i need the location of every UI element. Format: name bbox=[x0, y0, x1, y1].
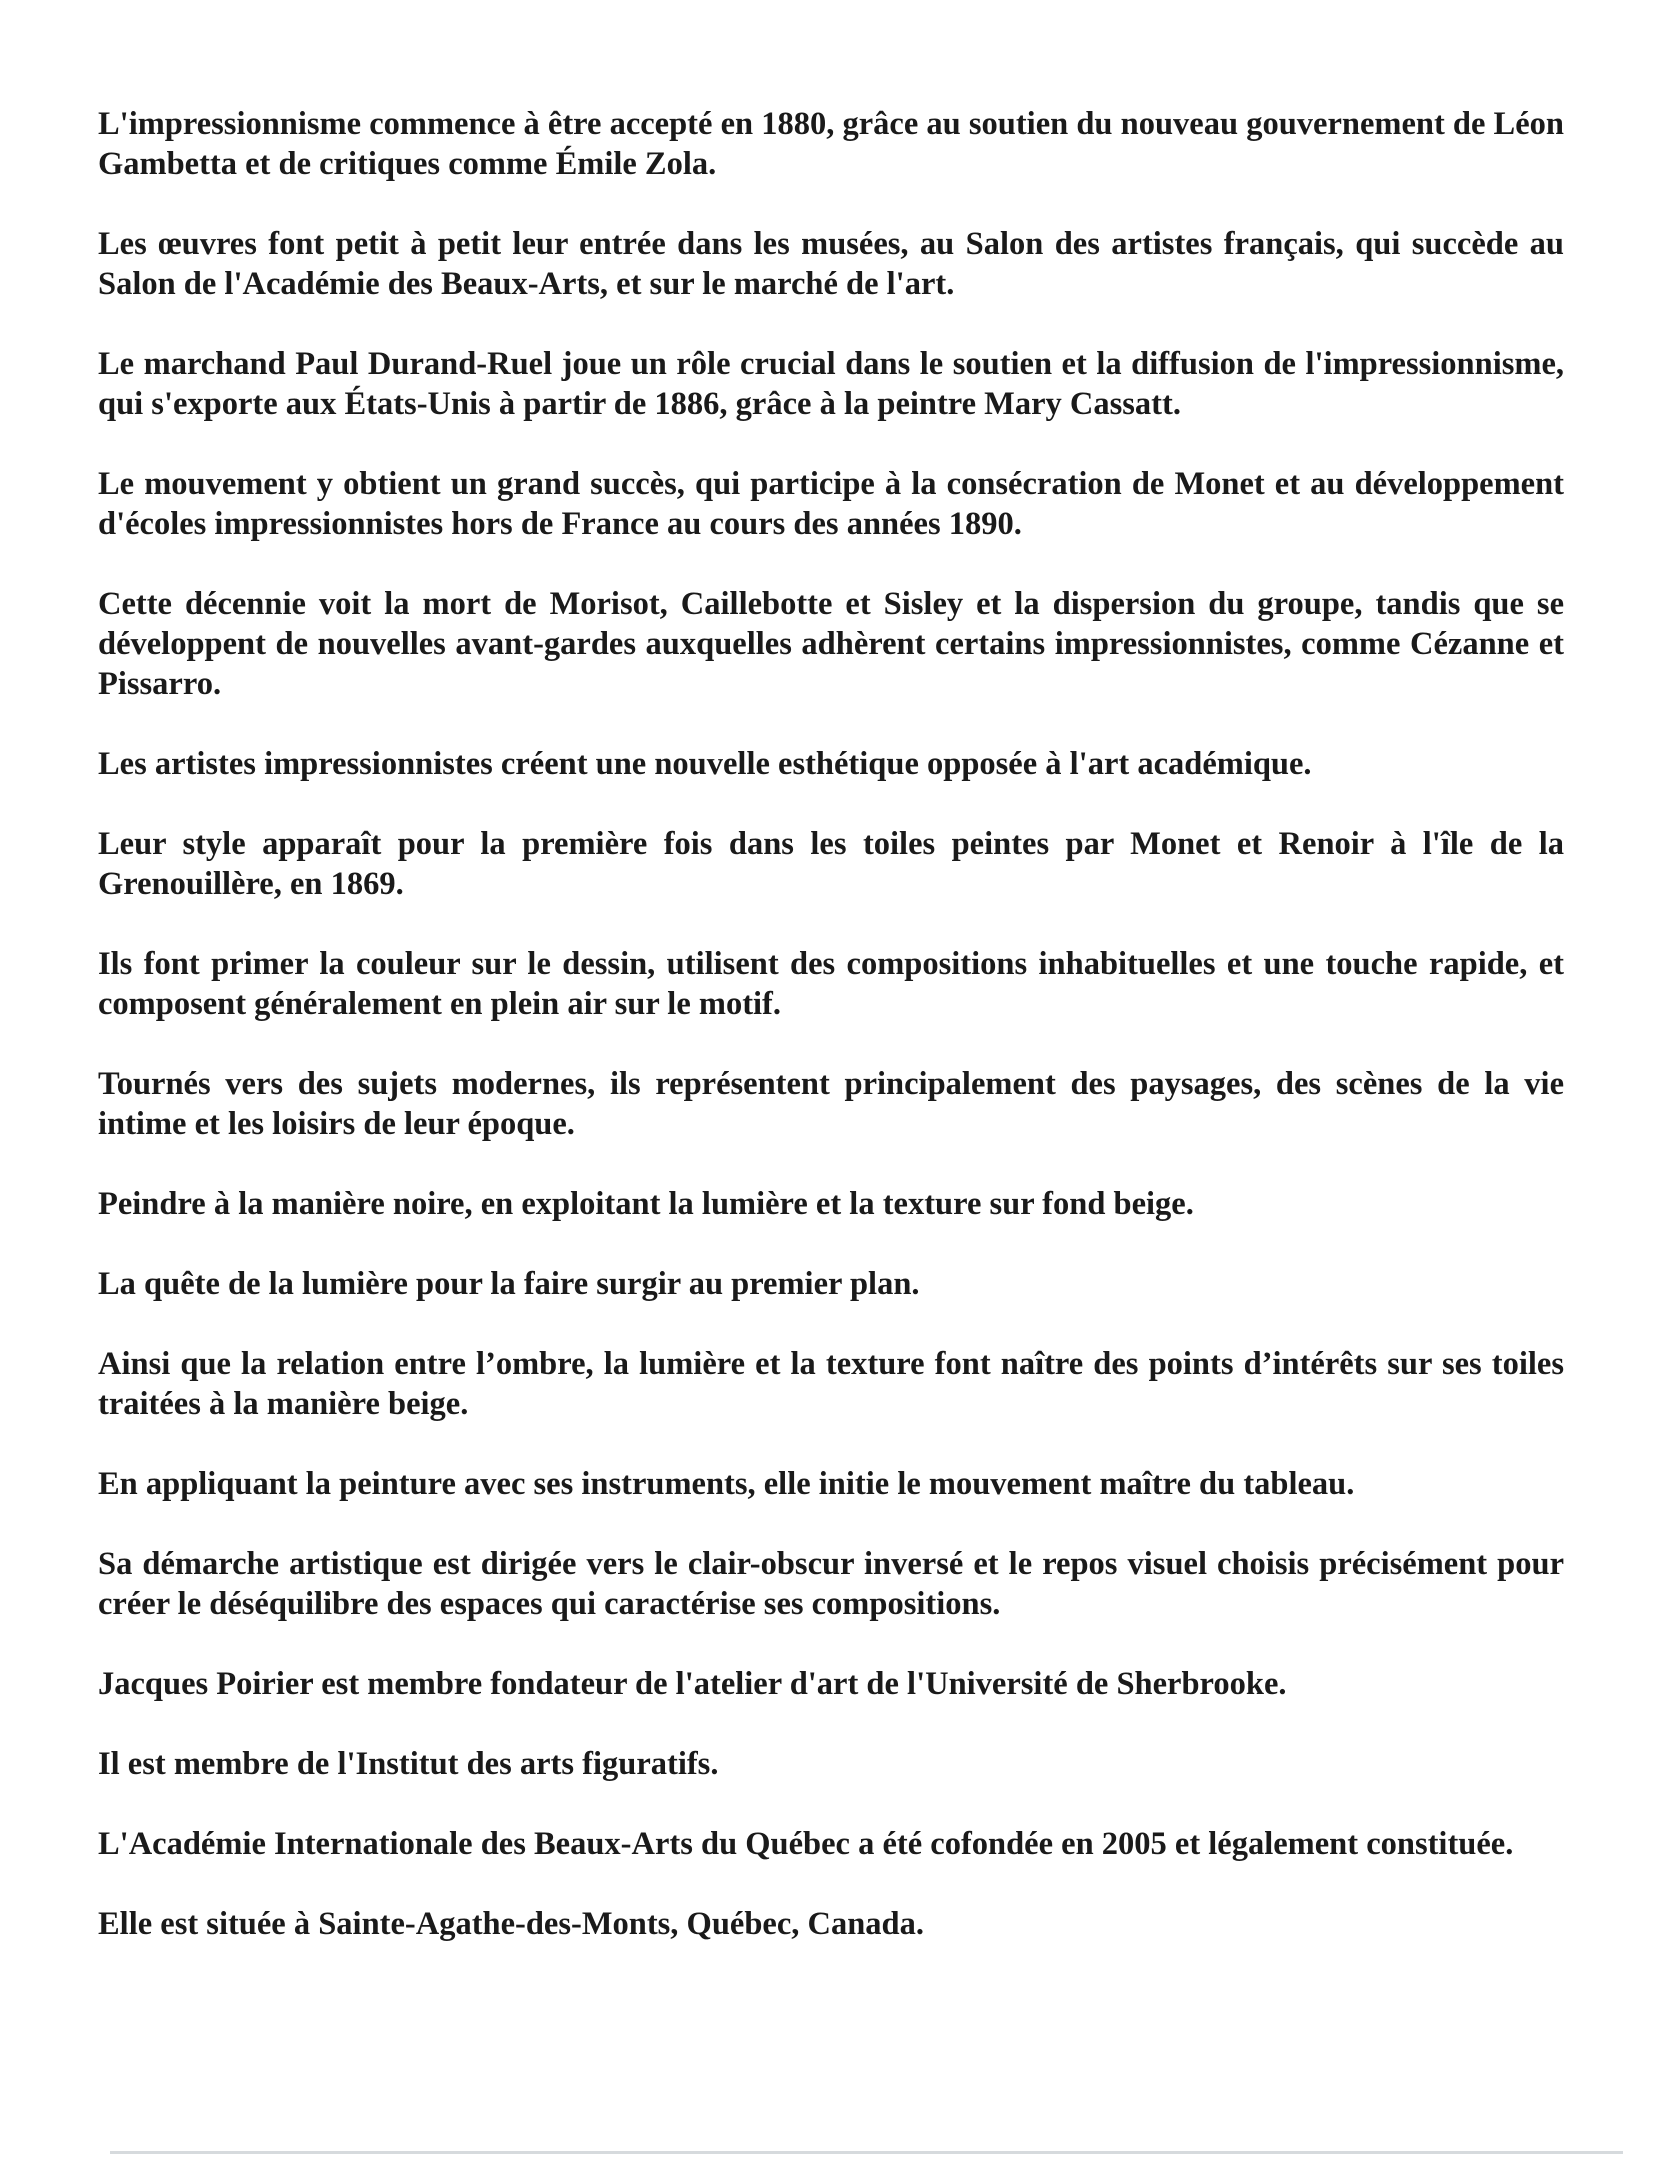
paragraph-7: Leur style apparaît pour la première fois dans les toiles peintes par Monet et Renoir à l'île de la Grenouillère, en 1869. bbox=[98, 826, 1564, 902]
paragraph-1: L'impressionnisme commence à être accepté en 1880, grâce au soutien du nouveau gouvernement de Léon Gambetta et de critiques comme Émile Zola. bbox=[98, 106, 1564, 182]
paragraph-16: Il est membre de l'Institut des arts figuratifs. bbox=[98, 1746, 719, 1782]
paragraph-6: Les artistes impressionnistes créent une nouvelle esthétique opposée à l'art académique. bbox=[98, 746, 1312, 782]
paragraph-9: Tournés vers des sujets modernes, ils représentent principalement des paysages, des scènes de la vie intime et les loisirs de leur époque. bbox=[98, 1066, 1564, 1142]
document-body bbox=[98, 104, 1564, 1944]
paragraph-3: Le marchand Paul Durand-Ruel joue un rôle crucial dans le soutien et la diffusion de l'impressionnisme, qui s'exporte aux États-Unis à partir de 1886, grâce à la peintre Mary Cassatt. bbox=[98, 346, 1564, 422]
paragraph-11: La quête de la lumière pour la faire surgir au premier plan. bbox=[98, 1266, 920, 1302]
paragraph-14: Sa démarche artistique est dirigée vers le clair-obscur inversé et le repos visuel choisis précisément pour créer le déséquilibre des espaces qui caractérise ses compositions. bbox=[98, 1546, 1564, 1622]
paragraph-5: Cette décennie voit la mort de Morisot, Caillebotte et Sisley et la dispersion du groupe, tandis que se développent de nouvelles avant-gardes auxquelles adhèrent certains impressionnistes, comme Cézanne et Pissarro. bbox=[98, 586, 1564, 702]
paragraph-18: Elle est située à Sainte-Agathe-des-Monts, Québec, Canada. bbox=[98, 1906, 924, 1942]
paragraph-10: Peindre à la manière noire, en exploitant la lumière et la texture sur fond beige. bbox=[98, 1186, 1194, 1222]
paragraph-8: Ils font primer la couleur sur le dessin, utilisent des compositions inhabituelles et une touche rapide, et composent généralement en plein air sur le motif. bbox=[98, 946, 1564, 1022]
paragraph-15: Jacques Poirier est membre fondateur de l'atelier d'art de l'Université de Sherbrooke. bbox=[98, 1666, 1287, 1702]
paragraph-17: L'Académie Internationale des Beaux-Arts du Québec a été cofondée en 2005 et légalement constituée. bbox=[98, 1826, 1514, 1862]
bottom-divider bbox=[110, 2151, 1623, 2154]
paragraph-2: Les œuvres font petit à petit leur entrée dans les musées, au Salon des artistes français, qui succède au Salon de l'Académie des Beaux-Arts, et sur le marché de l'art. bbox=[98, 226, 1564, 302]
paragraph-12: Ainsi que la relation entre l’ombre, la lumière et la texture font naître des points d’intérêts sur ses toiles traitées à la manière beige. bbox=[98, 1346, 1564, 1422]
paragraph-13: En appliquant la peinture avec ses instruments, elle initie le mouvement maître du tableau. bbox=[98, 1466, 1355, 1502]
paragraph-4: Le mouvement y obtient un grand succès, qui participe à la consécration de Monet et au développement d'écoles impressionnistes hors de France au cours des années 1890. bbox=[98, 466, 1564, 542]
